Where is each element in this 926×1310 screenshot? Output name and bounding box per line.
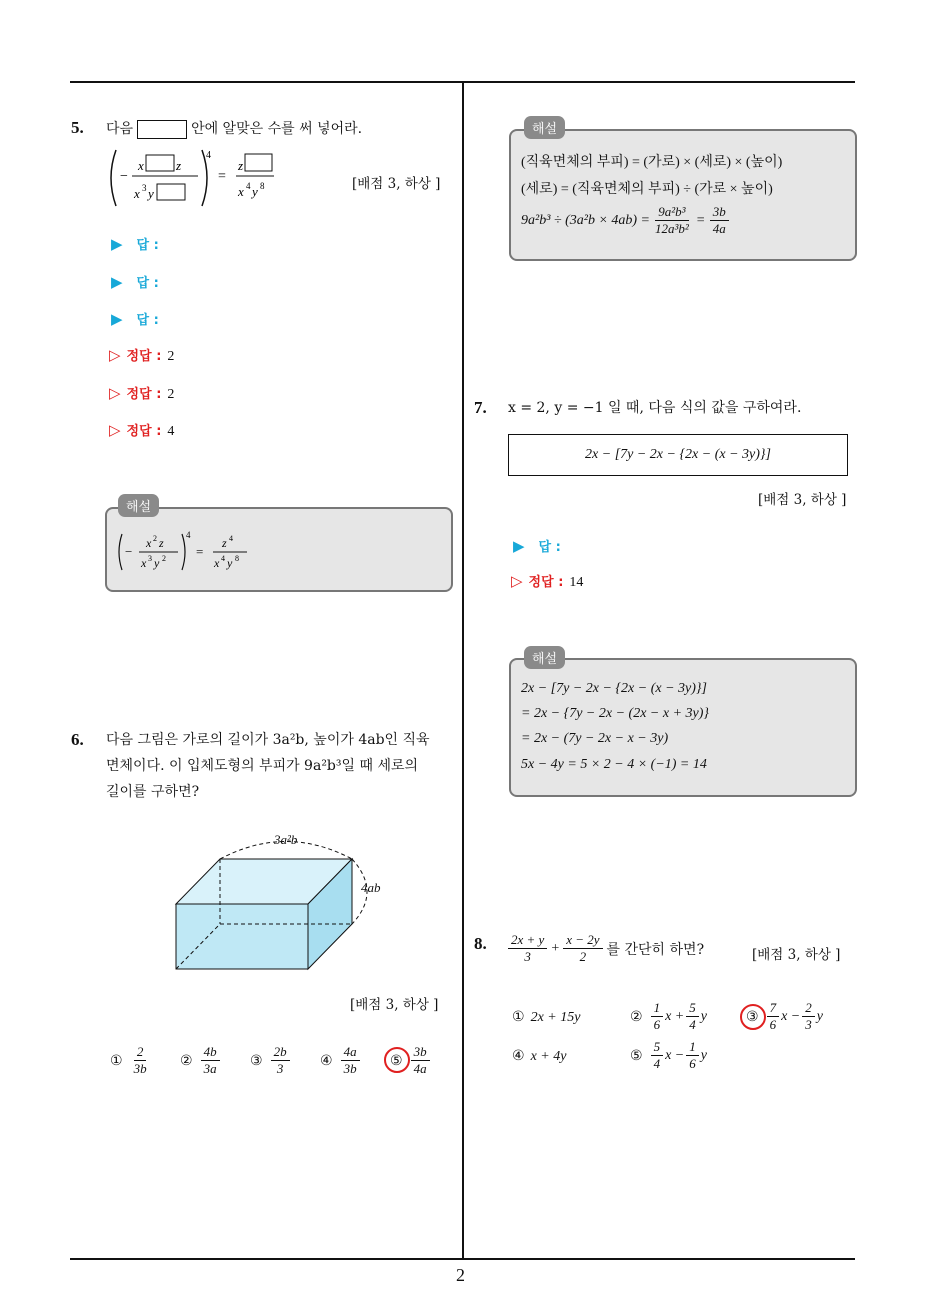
svg-text:4: 4 — [186, 530, 191, 540]
q6-choice-3-num-bottom: 3 — [276, 1061, 284, 1076]
q6-line-2: 면체이다. 이 입체도형의 부피가 9a²b³일 때 세로의 — [106, 758, 419, 774]
svg-text:2: 2 — [162, 554, 166, 563]
q8-choice-5-num: ⑤ — [630, 1047, 643, 1064]
q5-correct-value-2: 2 — [167, 387, 175, 402]
q8-number: 8. — [474, 934, 487, 953]
q7-correct-value: 14 — [569, 575, 584, 590]
svg-text:4: 4 — [221, 554, 225, 563]
q5-correct-value-1: 2 — [167, 349, 175, 364]
q8-choice-2-a-den: 6 — [653, 1017, 661, 1032]
svg-text:z: z — [176, 158, 182, 173]
q8-choice-2-a-num: 1 — [651, 1000, 664, 1017]
q7-solution-box — [509, 658, 857, 797]
q5-text — [106, 115, 362, 143]
q6-choice-5-num-bottom: 4a — [413, 1061, 427, 1076]
correct-triangle-icon: ▷ — [109, 384, 121, 402]
q5-answer-row-1 — [111, 234, 159, 253]
q6-solution-line-2: (세로) = (직육면체의 부피) ÷ (가로 × 높이) — [521, 182, 773, 197]
q7-solution-line-3: = 2x − (7y − 2x − x − 3y) — [521, 731, 669, 746]
q5-text-after: 안에 알맞은 수를 써 넣어라. — [191, 121, 363, 137]
q7-expression-box — [508, 434, 848, 476]
q6-solution-eq: = — [696, 212, 705, 228]
q8-choice-2-num: ② — [630, 1008, 643, 1025]
q8-plus: + — [551, 940, 560, 956]
q5-solution-graphic — [114, 530, 264, 574]
q8-text: 를 간단히 하면? — [606, 941, 705, 958]
q5-correct-row-1 — [109, 345, 174, 365]
q7-score: [배점 3, 하상 ] — [758, 492, 847, 508]
q8-frac2-den: 2 — [579, 949, 587, 964]
q5-answer-row-2 — [111, 272, 159, 291]
q8-choice-3-b-num: 2 — [802, 1000, 815, 1017]
svg-text:=: = — [218, 169, 226, 184]
q6-solution-frac2-den: 4a — [712, 221, 726, 236]
q7-solution-tag: 해설 — [524, 646, 565, 669]
svg-text:x: x — [238, 184, 244, 199]
q8-choice-1 — [512, 1009, 580, 1026]
q6-choice-2-num-bottom: 3a — [203, 1061, 217, 1076]
q7-correct-label: 정답 : — [528, 575, 564, 590]
correct-triangle-icon: ▷ — [511, 572, 523, 590]
q7-correct-row — [511, 571, 583, 591]
q7-solution-line-2: = 2x − {7y − 2x − (2x − x + 3y)} — [521, 706, 709, 721]
q8-choice-5-end: y — [700, 1047, 707, 1063]
q8-choice-5-b-num: 1 — [686, 1039, 699, 1056]
q6-choice-1 — [110, 1044, 152, 1077]
svg-text:−: − — [120, 169, 128, 184]
q6-solution-line-1: (직육면체의 부피) = (가로) × (세로) × (높이) — [521, 155, 783, 170]
q6-solution-frac1-den: 12a³b² — [655, 221, 689, 236]
q5-correct-label-3: 정답 : — [126, 424, 162, 439]
q5-correct-row-3 — [109, 420, 174, 440]
svg-text:4: 4 — [229, 534, 233, 543]
svg-text:z: z — [222, 536, 227, 550]
page-number: 2 — [456, 1265, 465, 1285]
q6-cuboid-figure — [160, 826, 400, 976]
q8-choice-1-text: 2x + 15y — [530, 1010, 581, 1025]
svg-text:z: z — [238, 158, 244, 173]
q6-figure-side-label: 4ab — [361, 880, 381, 895]
svg-text:=: = — [196, 544, 204, 559]
svg-text:x: x — [138, 158, 144, 173]
q6-choice-2 — [180, 1044, 222, 1077]
q5-expression-graphic — [104, 146, 304, 210]
q6-choice-1-num-bottom: 3b — [133, 1061, 147, 1076]
q8-choice-4 — [512, 1048, 566, 1065]
q7-text: x = 2, y = −1 일 때, 다음 식의 값을 구하여라. — [508, 400, 802, 416]
q8-choice-3-b-den: 3 — [805, 1017, 812, 1032]
q5-answer-label-2: 답 : — [136, 276, 159, 291]
q5-correct-label-1: 정답 : — [126, 349, 162, 364]
q8-choice-3-a-den: 6 — [769, 1017, 777, 1032]
q6-choice-4 — [320, 1044, 362, 1077]
answer-triangle-icon: ▶ — [513, 537, 525, 555]
correct-triangle-icon: ▷ — [109, 346, 121, 364]
q8-frac1-num: 2x + y — [508, 932, 547, 949]
svg-text:x: x — [134, 186, 140, 201]
q8-choice-3-num: ③ — [746, 1008, 759, 1025]
q8-score: [배점 3, 하상 ] — [752, 947, 841, 963]
svg-text:y: y — [227, 556, 233, 570]
q8-choice-2-b-den: 4 — [689, 1017, 696, 1032]
q6-choice-1-num-top: 2 — [134, 1044, 147, 1061]
svg-text:2: 2 — [153, 534, 157, 543]
q5-correct-label-2: 정답 : — [126, 387, 162, 402]
q6-number: 6. — [71, 730, 84, 749]
q8-choice-3-a-num: 7 — [767, 1000, 780, 1017]
svg-text:4: 4 — [246, 181, 251, 191]
q7-answer-row — [513, 536, 561, 555]
q7-answer-label: 답 : — [538, 540, 561, 555]
q6-solution-line-3 — [521, 204, 731, 237]
svg-text:x: x — [141, 556, 147, 570]
q7-solution-line-4: 5x − 4y = 5 × 2 − 4 × (−1) = 14 — [521, 757, 707, 772]
answer-triangle-icon: ▶ — [111, 273, 123, 291]
svg-text:y: y — [252, 184, 258, 199]
q6-score: [배점 3, 하상 ] — [350, 997, 439, 1013]
svg-text:z: z — [159, 536, 164, 550]
q6-choice-1-num: ① — [110, 1052, 123, 1069]
answer-triangle-icon: ▶ — [111, 310, 123, 328]
q8-choice-5-a-den: 4 — [653, 1056, 661, 1071]
q6-choice-4-num: ④ — [320, 1052, 333, 1069]
q5-answer-row-3 — [111, 309, 159, 328]
svg-text:8: 8 — [235, 554, 239, 563]
q6-choice-3-num: ③ — [250, 1052, 263, 1069]
svg-text:8: 8 — [260, 181, 265, 191]
q8-choice-2-mid: x + — [665, 1008, 685, 1024]
q5-correct-value-3: 4 — [167, 424, 175, 439]
q8-choice-3-mid: x − — [781, 1008, 801, 1024]
q8-choice-2 — [630, 1000, 707, 1033]
svg-text:−: − — [125, 544, 133, 559]
q5-answer-label-3: 답 : — [136, 313, 159, 328]
svg-text:3: 3 — [148, 554, 152, 563]
q5-score: [배점 3, 하상 ] — [352, 176, 441, 192]
q6-solution-frac1-num: 9a²b³ — [655, 204, 688, 221]
q6-solution-line-3-lhs: 9a²b³ ÷ (3a²b × 4ab) = — [521, 212, 650, 228]
q8-choice-2-end: y — [700, 1008, 707, 1024]
q5-solution-expression — [114, 530, 264, 579]
q8-choice-4-num: ④ — [512, 1048, 525, 1064]
q6-line-3: 길이를 구하면? — [106, 784, 200, 800]
q5-correct-row-2 — [109, 383, 174, 403]
bottom-rule — [70, 1258, 855, 1260]
answer-triangle-icon: ▶ — [111, 235, 123, 253]
q5-expression — [104, 146, 304, 210]
svg-text:x: x — [146, 536, 152, 550]
svg-text:y: y — [148, 186, 154, 201]
q5-solution-tag: 해설 — [118, 494, 159, 517]
q7-solution-line-1: 2x − [7y − 2x − {2x − (x − 3y)}] — [521, 681, 707, 696]
svg-text:x: x — [214, 556, 220, 570]
q6-choice-2-num-top: 4b — [201, 1044, 220, 1061]
q8-choice-1-num: ① — [512, 1009, 525, 1025]
q7-number: 7. — [474, 398, 487, 417]
svg-text:3: 3 — [142, 183, 147, 193]
q8-choice-5-mid: x − — [665, 1047, 685, 1063]
q6-choice-3-num-top: 2b — [271, 1044, 290, 1061]
q8-choice-4-text: x + 4y — [530, 1049, 567, 1064]
q5-blank-box — [137, 120, 187, 139]
q6-choice-5 — [390, 1044, 432, 1077]
q5-number: 5. — [71, 118, 84, 137]
q8-choice-5-a-num: 5 — [651, 1039, 664, 1056]
q8-frac1-den: 3 — [524, 949, 531, 964]
svg-text:y: y — [154, 556, 160, 570]
q6-solution-tag: 해설 — [524, 116, 565, 139]
correct-triangle-icon: ▷ — [109, 421, 121, 439]
q6-line-1: 다음 그림은 가로의 길이가 3a²b, 높이가 4ab인 직육 — [106, 732, 430, 748]
q6-choice-4-num-top: 4a — [341, 1044, 360, 1061]
q6-figure-top-label: 3a²b — [274, 832, 298, 847]
q8-question — [506, 932, 704, 965]
q8-choice-5 — [630, 1039, 707, 1072]
q6-choice-5-num: ⑤ — [390, 1052, 403, 1069]
column-divider — [462, 82, 464, 1259]
q6-choice-3 — [250, 1044, 292, 1077]
q8-choice-5-b-den: 6 — [689, 1056, 696, 1071]
q5-text-before: 다음 — [106, 121, 134, 137]
q8-choice-2-b-num: 5 — [686, 1000, 699, 1017]
q6-choice-4-num-bottom: 3b — [343, 1061, 357, 1076]
q8-frac2-num: x − 2y — [563, 932, 602, 949]
q8-choice-3-end: y — [816, 1008, 823, 1024]
svg-text:4: 4 — [206, 150, 211, 161]
q7-expression: 2x − [7y − 2x − {2x − (x − 3y)}] — [585, 447, 771, 462]
q6-choice-2-num: ② — [180, 1052, 193, 1069]
q5-answer-label-1: 답 : — [136, 238, 159, 253]
q6-choice-5-num-top: 3b — [411, 1044, 430, 1061]
q8-choice-3 — [746, 1000, 823, 1033]
q6-solution-frac2-num: 3b — [710, 204, 729, 221]
